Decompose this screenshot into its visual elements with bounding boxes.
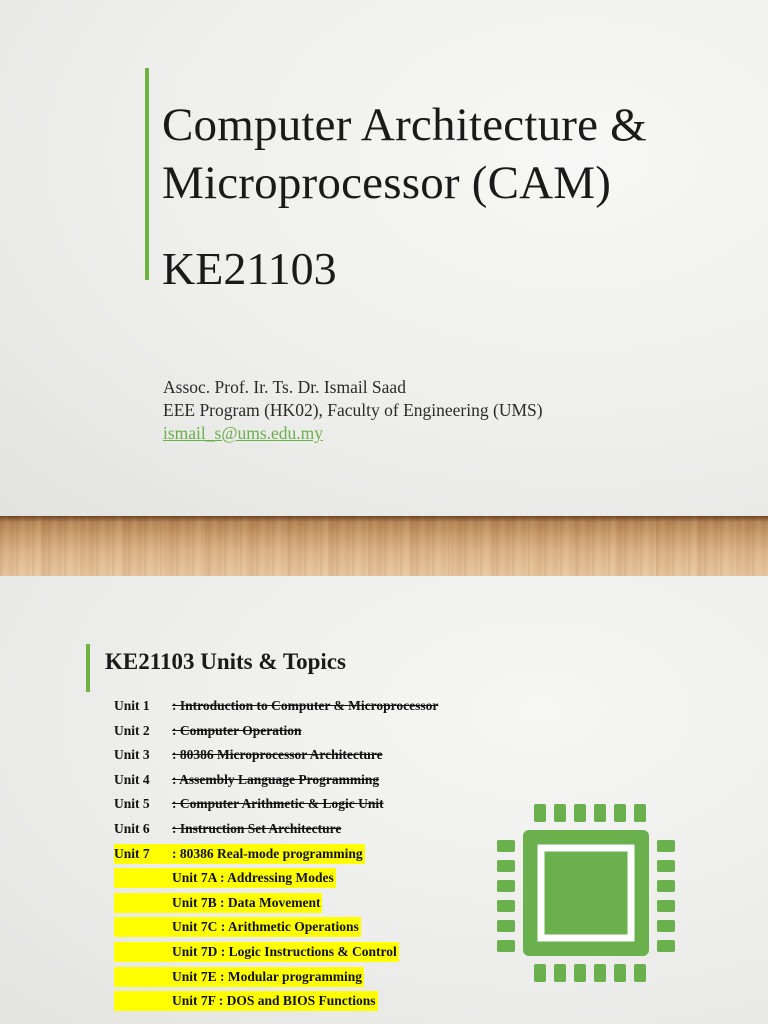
unit-topic: : Assembly Language Programming: [172, 771, 380, 787]
unit-row: [114, 792, 534, 817]
unit-topic: Unit 7C : Arithmetic Operations: [172, 919, 359, 935]
email-link[interactable]: ismail_s@ums.edu.my: [163, 423, 324, 443]
unit-row: [114, 694, 534, 719]
unit-row: [114, 719, 534, 744]
title-line-2: Microprocessor (CAM): [162, 157, 612, 209]
unit-row: [114, 743, 534, 768]
unit-label: Unit 3: [114, 747, 150, 763]
course-code: KE21103: [162, 243, 337, 294]
unit-row: [114, 915, 534, 940]
unit-label: Unit 2: [114, 722, 150, 738]
unit-row: [114, 989, 534, 1014]
unit-row: [114, 842, 534, 867]
unit-label: Unit 7: [114, 845, 150, 861]
unit-topic: : Introduction to Computer & Microprocessor: [172, 698, 439, 713]
unit-topic: : 80386 Microprocessor Architecture: [172, 747, 383, 763]
unit-topic: Unit 7A : Addressing Modes: [172, 870, 334, 886]
unit-topic: Unit 7B : Data Movement: [172, 894, 321, 910]
unit-label: Unit 1: [114, 698, 150, 713]
accent-bar: [145, 68, 149, 280]
unit-row: [114, 817, 534, 842]
unit-row: [114, 866, 534, 891]
unit-topic: Unit 7E : Modular programming: [172, 968, 363, 984]
unit-topic: : 80386 Real-mode programming: [172, 845, 363, 861]
unit-row: [114, 891, 534, 916]
unit-topic: : Computer Operation: [172, 722, 302, 738]
program-line: EEE Program (HK02), Faculty of Engineering (UMS): [163, 400, 543, 420]
unit-topic: : Instruction Set Architecture: [172, 820, 342, 836]
unit-label: Unit 5: [114, 796, 150, 812]
slide-title: [162, 96, 647, 212]
unit-label: Unit 6: [114, 820, 150, 836]
units-slide: [0, 576, 768, 1024]
unit-row: [114, 965, 534, 990]
title-line-1: Computer Architecture &: [162, 99, 647, 151]
accent-bar: [86, 644, 90, 692]
unit-topic: : Computer Arithmetic & Logic Unit: [172, 796, 384, 812]
slide-heading: KE21103 Units & Topics: [105, 649, 346, 674]
unit-label: Unit 4: [114, 771, 150, 787]
unit-row: [114, 768, 534, 793]
unit-topic: Unit 7D : Logic Instructions & Control: [172, 943, 397, 959]
author-name: Assoc. Prof. Ir. Ts. Dr. Ismail Saad: [163, 377, 406, 397]
unit-topic: Unit 7F : DOS and BIOS Functions: [172, 993, 376, 1009]
microchip-icon: [497, 804, 675, 982]
unit-row: [114, 940, 534, 965]
author-block: [163, 376, 543, 445]
units-list: [114, 694, 534, 1014]
slide-separator: [0, 516, 768, 576]
